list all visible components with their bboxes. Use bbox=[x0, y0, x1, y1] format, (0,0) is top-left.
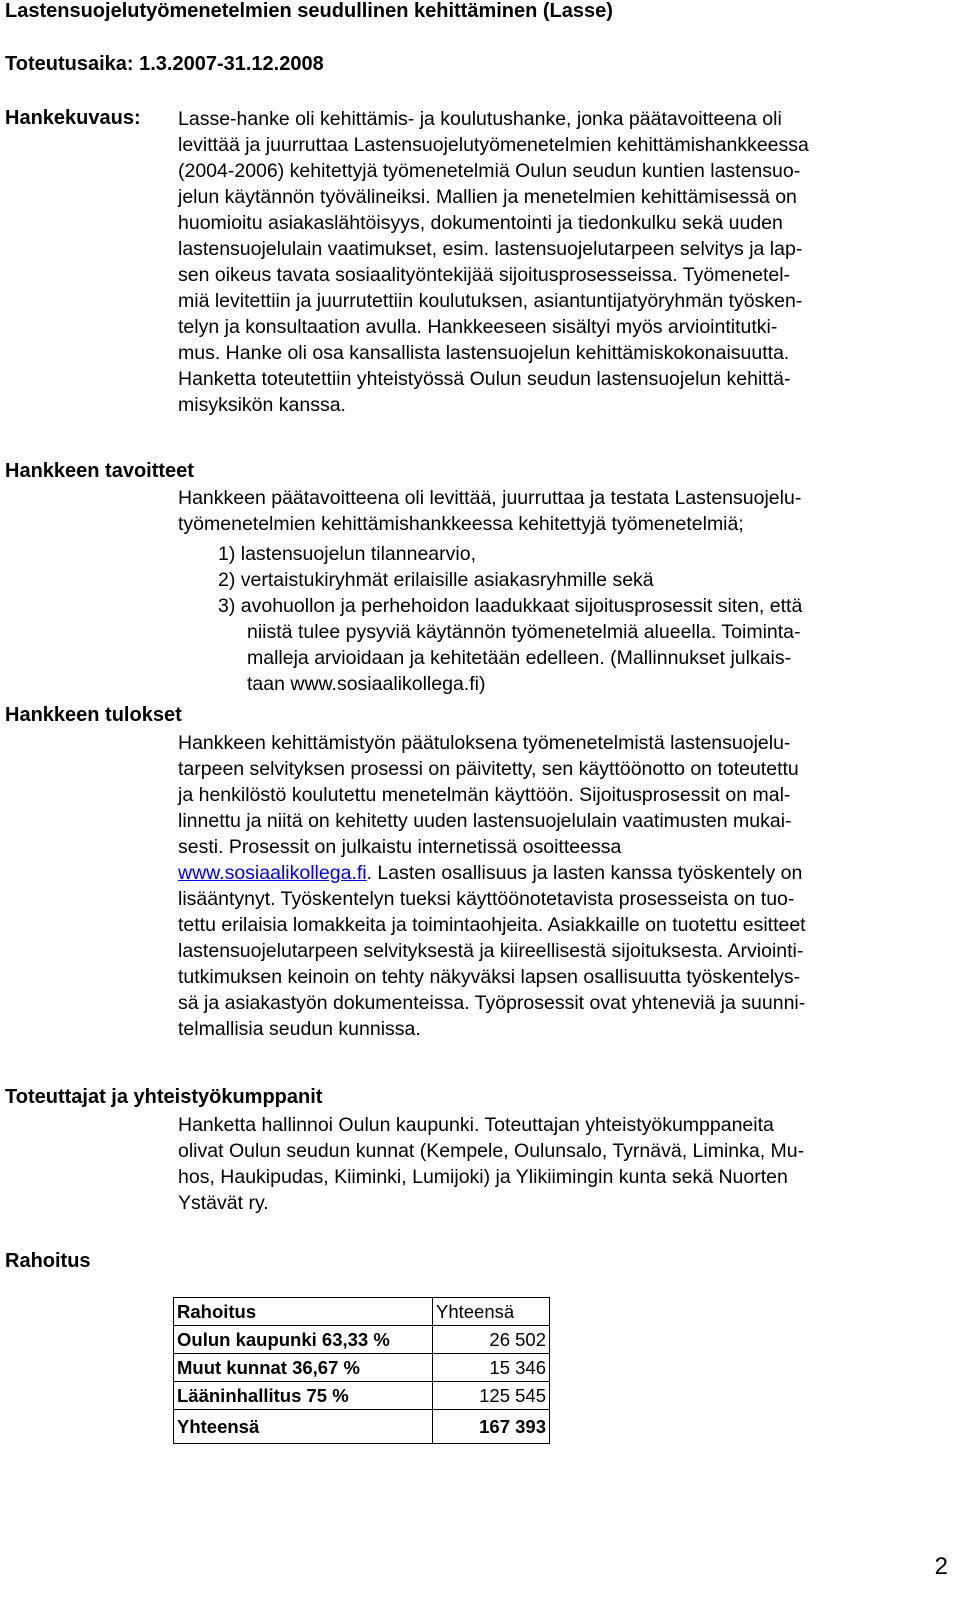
table-row bbox=[174, 1326, 550, 1354]
table-cell: 125 545 bbox=[433, 1382, 550, 1410]
page-title: Lastensuojelutyömenetelmien seudullinen kehittäminen (Lasse) bbox=[5, 0, 613, 22]
text-line: olivat Oulun seudun kunnat (Kempele, Oulunsalo, Tyrnävä, Liminka, Mu- bbox=[178, 1140, 805, 1162]
text-line: lisääntynyt. Työskentelyn tueksi käyttöönotetavista prosesseista on tuo- bbox=[178, 888, 795, 910]
table-total-row bbox=[174, 1410, 550, 1444]
table-row bbox=[174, 1382, 550, 1410]
text-line: sesti. Prosessit on julkaistu internetissä osoitteessa bbox=[178, 836, 622, 858]
text-line: Hankkeen kehittämistyön päätuloksena työmenetelmistä lastensuojelu- bbox=[178, 732, 791, 754]
funding-table bbox=[173, 1297, 550, 1444]
text-line: hos, Haukipudas, Kiiminki, Lumijoki) ja Ylikiimingin kunta sekä Nuorten bbox=[178, 1166, 788, 1188]
table-cell: 26 502 bbox=[433, 1326, 550, 1354]
text-line: Hanketta toteutettiin yhteistyössä Oulun seudun lastensuojelun kehittä- bbox=[178, 368, 791, 390]
table-cell: Yhteensä bbox=[174, 1410, 433, 1444]
text-line: (2004-2006) kehitettyjä työmenetelmiä Oulun seudun kuntien lastensuo- bbox=[178, 160, 801, 182]
text-line-rest: . Lasten osallisuus ja lasten kanssa työskentely on bbox=[366, 862, 803, 884]
text-line: tettu erilaisia lomakkeita ja toimintaohjeita. Asiakkaille on tuotettu esitteet bbox=[178, 914, 806, 936]
text-line: Lasse-hanke oli kehittämis- ja koulutushanke, jonka päätavoitteena oli bbox=[178, 108, 782, 130]
text-line: Hanketta hallinnoi Oulun kaupunki. Toteuttajan yhteistyökumppaneita bbox=[178, 1114, 774, 1136]
table-cell: Oulun kaupunki 63,33 % bbox=[174, 1326, 433, 1354]
text-line-with-link bbox=[178, 862, 802, 885]
table-header-row bbox=[174, 1298, 550, 1326]
text-line: telyn ja konsultaation avulla. Hankkeeseen sisältyi myös arviointitutki- bbox=[178, 316, 778, 338]
text-line: linnettu ja niitä on kehitetty uuden lastensuojelulain vaatimusten mukai- bbox=[178, 810, 792, 832]
text-line: lastensuojelutarpeen selvityksestä ja kiireellisestä sijoituksesta. Arviointi- bbox=[178, 940, 804, 962]
text-line: Hankkeen päätavoitteena oli levittää, juurruttaa ja testata Lastensuojelu- bbox=[178, 487, 802, 509]
text-line: levittää ja juurruttaa Lastensuojelutyömenetelmien kehittämishankkeessa bbox=[178, 134, 809, 156]
funding-label: Rahoitus bbox=[5, 1250, 91, 1272]
list-item: 1) lastensuojelun tilannearvio, bbox=[218, 543, 476, 565]
text-line: misyksikön kanssa. bbox=[178, 394, 346, 416]
text-line: tarpeen selvityksen prosessi on päivitetty, sen käyttöönotto on toteutettu bbox=[178, 758, 799, 780]
results-label: Hankkeen tulokset bbox=[5, 704, 182, 726]
text-line: huomioitu asiakaslähtöisyys, dokumentointi ja tiedonkulku sekä uuden bbox=[178, 212, 783, 234]
table-header-cell: Yhteensä bbox=[433, 1298, 550, 1326]
table-cell: 167 393 bbox=[433, 1410, 550, 1444]
table-cell: Lääninhallitus 75 % bbox=[174, 1382, 433, 1410]
project-period: Toteutusaika: 1.3.2007-31.12.2008 bbox=[5, 53, 324, 75]
table-row bbox=[174, 1354, 550, 1382]
text-line: taan www.sosiaalikollega.fi) bbox=[247, 673, 486, 695]
text-line: tutkimuksen keinoin on tehty näkyväksi lapsen osallisuutta työskentelys- bbox=[178, 966, 801, 988]
text-line: ja henkilöstö koulutettu menetelmän käyttöön. Sijoitusprosessit on mal- bbox=[178, 784, 791, 806]
text-line: sen oikeus tavata sosiaalityöntekijää sijoitusprosesseissa. Työmenetel- bbox=[178, 264, 791, 286]
text-line: miä levitettiin ja juurrutettiin koulutuksen, asiantuntijatyöryhmän työsken- bbox=[178, 290, 803, 312]
text-line: telmallisia seudun kunnissa. bbox=[178, 1018, 421, 1040]
table-header-cell: Rahoitus bbox=[174, 1298, 433, 1326]
text-line: Ystävät ry. bbox=[178, 1192, 269, 1214]
sosiaalikollega-link[interactable]: www.sosiaalikollega.fi bbox=[178, 862, 367, 884]
text-line: työmenetelmien kehittämishankkeessa kehitettyjä työmenetelmiä; bbox=[178, 513, 744, 535]
partners-label: Toteuttajat ja yhteistyökumppanit bbox=[5, 1086, 323, 1108]
text-line: malleja arvioidaan ja kehitetään edelleen. (Mallinnukset julkais- bbox=[247, 647, 792, 669]
text-line: mus. Hanke oli osa kansallista lastensuojelun kehittämiskokonaisuutta. bbox=[178, 342, 790, 364]
text-line: niistä tulee pysyviä käytännön työmenetelmiä alueella. Toiminta- bbox=[247, 621, 801, 643]
text-line: jelun käytännön työvälineiksi. Mallien ja menetelmien kehittämisessä on bbox=[178, 186, 797, 208]
goals-label: Hankkeen tavoitteet bbox=[5, 460, 194, 482]
text-line: sä ja asiakastyön dokumenteissa. Työprosessit ovat yhteneviä ja suunni- bbox=[178, 992, 806, 1014]
text-line: lastensuojelulain vaatimukset, esim. lastensuojelutarpeen selvitys ja lap- bbox=[178, 238, 803, 260]
page-number: 2 bbox=[934, 1553, 948, 1580]
description-label: Hankekuvaus: bbox=[5, 107, 141, 129]
list-item: 3) avohuollon ja perhehoidon laadukkaat sijoitusprosessit siten, että bbox=[218, 595, 803, 617]
table-cell: 15 346 bbox=[433, 1354, 550, 1382]
list-item: 2) vertaistukiryhmät erilaisille asiakasryhmille sekä bbox=[218, 569, 654, 591]
table-cell: Muut kunnat 36,67 % bbox=[174, 1354, 433, 1382]
